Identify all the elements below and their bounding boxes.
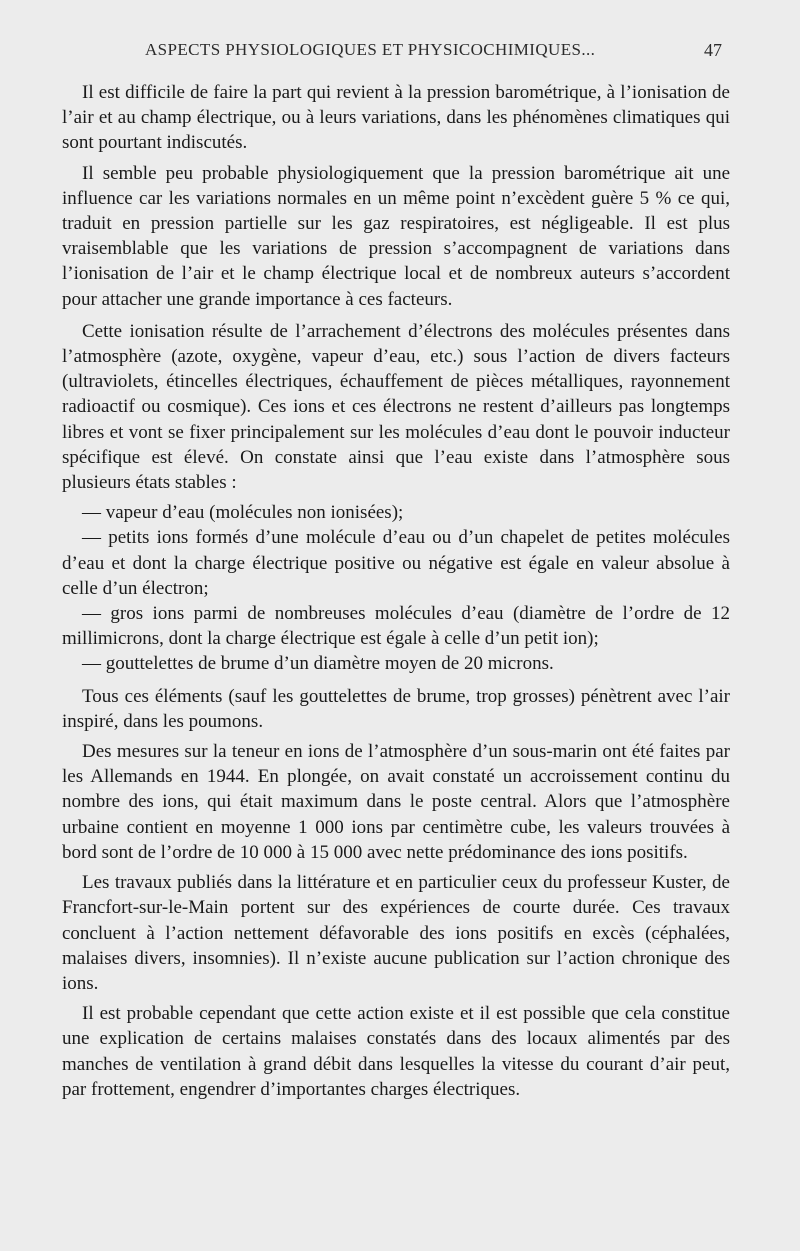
paragraph: Des mesures sur la teneur en ions de l’atmosphère d’un sous-marin ont été faites par les Allemands en 1944. En plongée, on avait constaté un accroissement continu du nombre des ions, qui était maximum dans le poste central. Alors que l’atmosphère urbaine contient en moyenne 1 000 ions par centimètre cube, les valeurs trouvées à bord sont de l’ordre de 10 000 à 15 000 avec nette prédominance des ions positifs.: [62, 741, 730, 863]
list-item: — gouttelettes de brume d’un diamètre moyen de 20 microns.: [82, 653, 554, 675]
paragraph: Il est probable cependant que cette action existe et il est possible que cela constitue une explication de certains malaises constatés dans des locaux alimentés par des manches de ventilation à grand débit dans lesquelles la vitesse du courant d’air peut, par frottement, engendrer d’importantes charges électriques.: [62, 1003, 730, 1100]
paragraph: Tous ces éléments (sauf les gouttelettes de brume, trop grosses) pénètrent avec l’air inspiré, dans les poumons.: [62, 685, 730, 732]
list-item: — vapeur d’eau (molécules non ionisées);: [82, 502, 404, 524]
paragraph: Cette ionisation résulte de l’arrachement d’électrons des molécules présentes dans l’atmosphère (azote, oxygène, vapeur d’eau, etc.) sous l’action de divers facteurs (ultraviolets, étincelles électriques, échauffement de pièces métalliques, rayonnement radioactif ou cosmique). Ces ions et ces électrons ne restent d’ailleurs pas longtemps libres et vont se fixer principalement sur les molécules d’eau dont le pouvoir inducteur spécifique est élevé. On constate ainsi que l’eau existe dans l’atmosphère sous plusieurs états stables :: [62, 320, 730, 494]
paragraph: Il semble peu probable physiologiquement que la pression barométrique ait une influence car les variations normales en un même point n’excèdent guère 5 % ce qui, traduit en pression partielle sur les gaz respiratoires, est négligeable. Il est plus vraisemblable que les variations de pression s’accompagnent de variations dans l’ionisation de l’air et le champ électrique local et de nombreux auteurs s’accordent pour attacher une grande importance à ces facteurs.: [62, 162, 730, 310]
page-number: 47: [704, 40, 722, 60]
paragraph: Il est difficile de faire la part qui revient à la pression barométrique, à l’ionisation de l’air et au champ électrique, ou à leurs variations, dans les phénomènes climatiques qui sont pourtant indiscutés.: [62, 82, 730, 154]
paragraph: Les travaux publiés dans la littérature et en particulier ceux du professeur Kuster, de Francfort-sur-le-Main portent sur des expériences de courte durée. Ces travaux concluent à l’action nettement défavorable des ions positifs en excès (céphalées, malaises divers, insomnies). Il n’existe aucune publication sur l’action chronique des ions.: [62, 872, 730, 994]
list-item: — petits ions formés d’une molécule d’eau ou d’un chapelet de petites molécules d’eau et dont la charge électrique positive ou négative est égale en valeur absolue à celle d’un électron;: [62, 527, 730, 599]
body-text: [62, 80, 730, 1107]
running-header: ASPECTS PHYSIOLOGIQUES ET PHYSICOCHIMIQUES...: [145, 40, 596, 59]
list-item: — gros ions parmi de nombreuses molécules d’eau (diamètre de l’ordre de 12 millimicrons, dont la charge électrique est égale à celle d’un petit ion);: [62, 603, 730, 650]
